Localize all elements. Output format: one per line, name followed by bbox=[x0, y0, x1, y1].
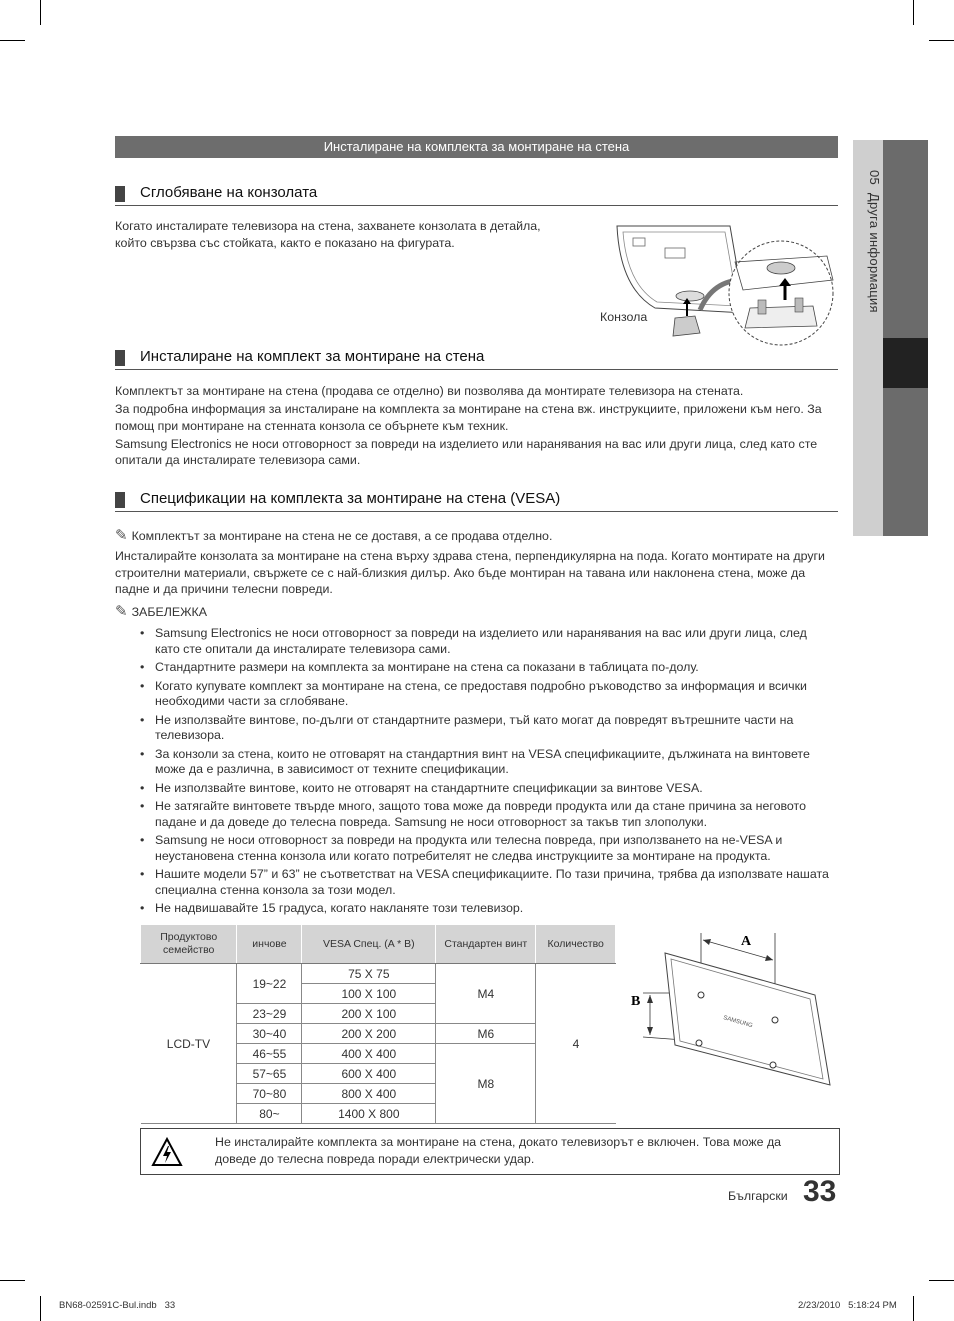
list-item: • Стандартните размери на комплекта за монтиране на стена са показани в таблицата по-долу. bbox=[140, 660, 835, 676]
note-heading bbox=[115, 604, 835, 621]
section-heading bbox=[115, 347, 838, 370]
note-label: ЗАБЕЛЕЖКА bbox=[131, 605, 208, 619]
table-cell-inches: 57~65 bbox=[237, 1064, 302, 1084]
vesa-spec-table bbox=[140, 924, 616, 1124]
list-item: • Нашите модели 57” и 63” не съответстват на VESA спецификациите. По тази причина, трябва да използвате нашата специална стенна конзола за този модел. bbox=[140, 867, 835, 898]
footer-language: Български bbox=[728, 1189, 788, 1203]
section-body bbox=[115, 548, 835, 599]
heading-bar bbox=[115, 186, 125, 202]
list-item: • Samsung не носи отговорност за повреди на продукта или телесна повреда, при използването на не-VESA и неустановена стенна конзола или когато потребителят не следва инструкциите за монтиране на продукта. bbox=[140, 833, 835, 864]
section-body bbox=[115, 218, 575, 253]
table-cell-vesa: 400 X 400 bbox=[302, 1044, 436, 1064]
list-item: • Когато купувате комплект за монтиране на стена, се предоставя подробно ръководство за информация и всички необходими части за сглобяване. bbox=[140, 679, 835, 710]
table-cell-quantity: 4 bbox=[536, 964, 616, 1124]
crop-mark bbox=[913, 1296, 914, 1321]
crop-mark bbox=[0, 1280, 25, 1281]
crop-mark bbox=[40, 1296, 41, 1321]
note bbox=[115, 528, 835, 545]
paragraph: За подробна информация за инсталиране на комплекта за монтиране на стена вж. инструкциите, приложени към него. За помощ при монтиране на стенната конзола се обърнете към техник. bbox=[115, 402, 822, 433]
table-cell-vesa: 1400 X 800 bbox=[302, 1104, 436, 1124]
paragraph: Комплектът за монтиране на стена (продава се отделно) ви позволява да монтирате телевизора на стената. bbox=[115, 384, 744, 398]
table-row bbox=[141, 964, 616, 984]
table-cell-inches: 19~22 bbox=[237, 964, 302, 1004]
column-header: Стандартен винт bbox=[436, 925, 536, 964]
column-header: Количество bbox=[536, 925, 616, 964]
table-cell-inches: 80~ bbox=[237, 1104, 302, 1124]
crop-mark bbox=[40, 0, 41, 25]
crop-mark bbox=[929, 40, 954, 41]
table-cell-inches: 46~55 bbox=[237, 1044, 302, 1064]
table-cell-family: LCD-TV bbox=[141, 964, 237, 1124]
column-header: Продуктово семейство bbox=[141, 925, 237, 964]
page-banner: Инсталиране на комплекта за монтиране на стена bbox=[115, 136, 838, 158]
electric-shock-icon bbox=[151, 1137, 183, 1167]
chapter-number: 05 bbox=[867, 170, 882, 186]
heading-bar bbox=[115, 350, 125, 366]
list-item: • Не надвишавайте 15 градуса, когато накланяте този телевизор. bbox=[140, 901, 835, 917]
bullet-list bbox=[140, 626, 835, 920]
column-header: VESA Спец. (A * B) bbox=[302, 925, 436, 964]
crop-mark bbox=[0, 40, 25, 41]
chapter-tab-marker bbox=[883, 338, 928, 388]
section-title: Спецификации на комплекта за монтиране на стена (VESA) bbox=[140, 490, 561, 507]
table-cell-vesa: 200 X 200 bbox=[302, 1024, 436, 1044]
crop-mark bbox=[929, 1280, 954, 1281]
table-cell-vesa: 100 X 100 bbox=[302, 984, 436, 1004]
print-timestamp: 2/23/2010 5:18:24 PM bbox=[798, 1300, 897, 1311]
chapter-label bbox=[852, 170, 882, 330]
list-item: • Не използвайте винтове, които не отговарят на стандартните спецификации за винтове VESA. bbox=[140, 781, 835, 797]
table-cell-vesa: 600 X 400 bbox=[302, 1064, 436, 1084]
section-heading bbox=[115, 183, 838, 206]
paragraph: Когато инсталирате телевизора на стена, захванете конзолата в детайла, който свързва със стойката, както е показано на фигурата. bbox=[115, 219, 541, 250]
figure-label: Конзола bbox=[600, 310, 648, 324]
section-title: Сглобяване на конзолата bbox=[140, 184, 318, 201]
heading-bar bbox=[115, 492, 125, 508]
table-cell-vesa: 75 X 75 bbox=[302, 964, 436, 984]
pencil-icon: ✎ bbox=[115, 603, 128, 620]
paragraph: Инсталирайте конзолата за монтиране на стена върху здрава стена, перпендикулярна на пода. Когато монтирате на други строителни материали, свържете се с най-близкия дилър. Ако бъде монтиран на тавана или наклонена стена, може да падне и да причини телесни повреди. bbox=[115, 549, 825, 596]
vesa-figure bbox=[625, 925, 840, 1120]
pencil-icon: ✎ bbox=[115, 527, 128, 544]
chapter-title: Друга информация bbox=[867, 192, 882, 313]
label-b: B bbox=[631, 994, 641, 1009]
table-header-row bbox=[141, 925, 616, 964]
list-item: • Samsung Electronics не носи отговорност за повреди на изделието или наранявания на вас или други лица, след като сте опитали да инсталирате телевизора сами. bbox=[140, 626, 835, 657]
print-file-info: BN68-02591C-Bul.indb 33 bbox=[59, 1300, 176, 1311]
section-body bbox=[115, 383, 835, 470]
table-cell-vesa: 800 X 400 bbox=[302, 1084, 436, 1104]
warning-text: Не инсталирайте комплекта за монтиране на стена, докато телевизорът е включен. Това може да доведе до телесна повреда поради електрически удар. bbox=[215, 1135, 782, 1166]
note-text: Комплектът за монтиране на стена не се доставя, а се продава отделно. bbox=[131, 529, 553, 543]
list-item: • За конзоли за стена, които не отговарят на стандартния винт на VESA спецификациите, дължината на винтовете може да е различна, в зависимост от техните спецификации. bbox=[140, 747, 835, 778]
list-item: • Не използвайте винтове, по-дълги от стандартните размери, тъй като могат да повредят вътрешните части на телевизора. bbox=[140, 713, 835, 744]
warning-box bbox=[140, 1128, 840, 1175]
table-cell-inches: 30~40 bbox=[237, 1024, 302, 1044]
list-item: • Не затягайте винтовете твърде много, защото това може да повреди продукта или да стане причина за неговото падане и да доведе до телесна повреда. Samsung не носи отговорност за такъв тип злополуки. bbox=[140, 799, 835, 830]
column-header: инчове bbox=[237, 925, 302, 964]
brand-logo: SAMSUNG bbox=[722, 1015, 754, 1030]
page-number: 33 bbox=[803, 1175, 837, 1208]
paragraph: Samsung Electronics не носи отговорност за повреди на изделието или наранявания на вас или други лица, след като сте опитали да инсталирате телевизора сами. bbox=[115, 436, 818, 467]
crop-mark bbox=[913, 0, 914, 25]
table-cell-screw: M6 bbox=[436, 1024, 536, 1044]
label-a: A bbox=[741, 934, 752, 949]
table-cell-inches: 70~80 bbox=[237, 1084, 302, 1104]
table-cell-vesa: 200 X 100 bbox=[302, 1004, 436, 1024]
section-heading bbox=[115, 489, 838, 512]
table-cell-inches: 23~29 bbox=[237, 1004, 302, 1024]
table-cell-screw: M8 bbox=[436, 1044, 536, 1124]
console-figure bbox=[595, 218, 845, 353]
section-title: Инсталиране на комплект за монтиране на стена bbox=[140, 348, 485, 365]
table-cell-screw: M4 bbox=[436, 964, 536, 1024]
